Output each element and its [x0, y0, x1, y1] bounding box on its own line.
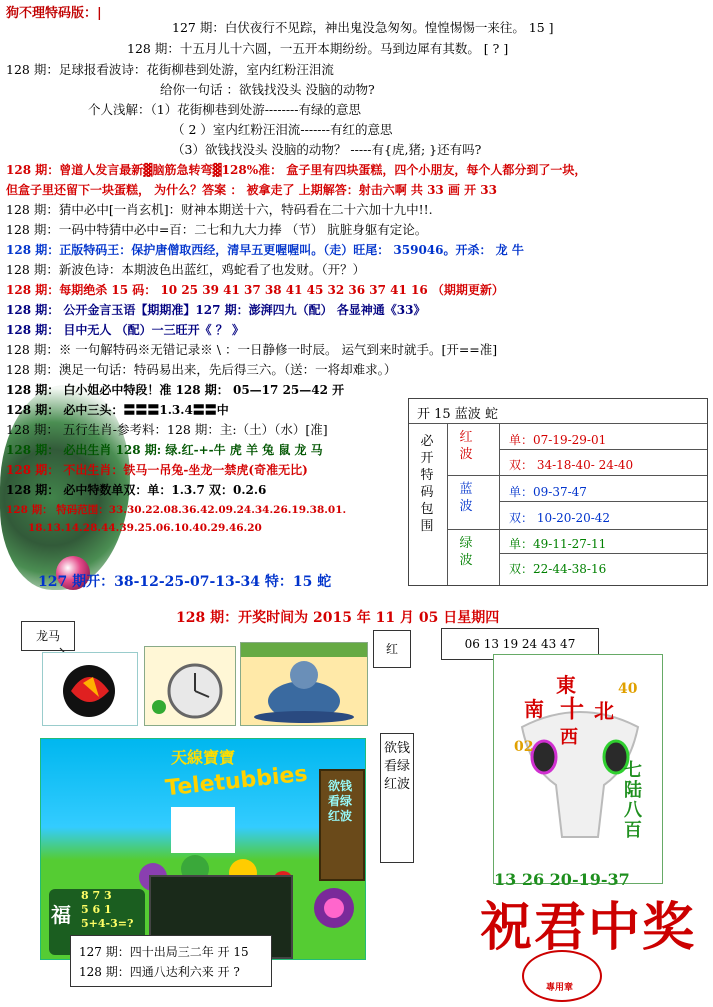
text-line-6: （ 2 ）室内红粉汪泪流-------有红的意思: [172, 122, 393, 137]
text-line-8: 128 期：曾道人发言最新▓脑筋急转弯▓128%准： 盒子里有四块蛋糕，四个小朋友，每个人都分到了一块，: [6, 163, 587, 177]
longma-logo-image: [43, 653, 137, 725]
table-green-single: 单：49-11-27-11: [509, 537, 607, 551]
bottom-line-2: 128 期：四通八达利六来 开 ?: [79, 965, 240, 979]
text-line-25: 128 期： 特码范围：33.30.22.08.36.42.09.24.34.26.19.38.01.: [6, 504, 347, 516]
skull-40: 40: [618, 681, 638, 697]
text-line-2: 128 期：十五月儿十六圆，一五开本期纷纷。马到边犀有其数。 [ ? ]: [127, 41, 509, 56]
table-side-label: 必开特码包围: [420, 434, 434, 534]
table-green-double: 双：22-44-38-16: [509, 562, 607, 576]
puzzle-grid: 8 7 3 5 6 1 5+4-3=?: [81, 889, 134, 930]
teletubbies-panel: [40, 738, 366, 960]
text-line-13: 128 期：新波色诗：本期波色出蓝红，鸡蛇看了也发财。（开？）: [6, 262, 366, 277]
text-line-9: 但盒子里还留下一块蛋糕， 为什么？答案 ： 被拿走了 上期解答：射击六啊 共 33 画 开 33: [6, 183, 498, 197]
blank-card: [171, 807, 235, 853]
skull-qilu: 七陆八百: [624, 760, 642, 841]
skull-south: 南: [524, 697, 544, 721]
skull-bottom-numbers: 13 26 20-19-37: [494, 870, 630, 889]
stamp-label: 專用章: [546, 983, 574, 993]
text-line-4: 给你一句话 ：欲钱找没头 没脑的动物?: [160, 82, 375, 97]
text-line-15: 128 期： 公开金言玉语【期期准】127 期：澎湃四九（配） 各显神通《33》: [6, 303, 426, 317]
text-line-1: 127 期：白伏夜行不见踪，神出鬼没急匆匆。惶惶惕惕一来往。 15 ]: [172, 20, 554, 35]
stamp: [522, 950, 602, 1002]
table-title: 开 15 蓝波 蛇: [417, 407, 498, 422]
fu-character: 福: [51, 903, 71, 927]
skull-north: 北: [594, 699, 614, 723]
text-line-19: 128 期： 白小姐必中特段！准 128 期： 05—17 25—42 开: [6, 383, 345, 397]
table-wave-red: 红波: [459, 430, 473, 462]
text-line-10: 128 期：猜中必中[一肖玄机]：财神本期送十六，特码看在二十六加十九中!!.: [6, 202, 433, 217]
teletubbies-title: 天線寶寶: [171, 748, 236, 767]
skull-02: 02: [514, 739, 534, 755]
table-red-double: 双： 34-18-40- 24-40: [509, 458, 634, 472]
bottom-line-1: 127 期：四十出局三二年 开 15: [79, 945, 249, 959]
numbers-callout: 06 13 19 24 43 47: [441, 628, 599, 660]
open-127-result: 127 期开：38-12-25-07-13-34 特：15 蛇: [38, 574, 332, 590]
text-line-24: 128 期： 必中特数单双：单：1.3.7 双：0.2.6: [6, 483, 267, 497]
bottom-info-box: [70, 935, 272, 987]
text-line-20: 128 期： 必中三头：〓〓〓1.3.4〓〓中: [6, 403, 229, 417]
text-line-18: 128 期：澳足一句话：特码易出来，先后得三六。（送：一将却难求。）: [6, 362, 397, 377]
text-line-26: 18.13.14.28.44.39.25.06.10.40.29.46.20: [28, 522, 262, 534]
table-blue-single: 单：09-37-47: [509, 485, 587, 499]
text-line-12: 128 期：正版特码王：保护唐僧取西经，清早五更喔喔叫。（走）旺尾： 359046。开杀： 龙 牛: [6, 243, 524, 257]
page-header: 狗不理特码版：|: [6, 6, 102, 21]
text-line-22: 128 期： 必出生肖 128 期: 绿.红-+-牛 虎 羊 兔 鼠 龙 马: [6, 443, 323, 457]
side-board-text: 欲钱看绿红波: [327, 779, 352, 823]
text-line-7: （3）欲钱找没头 没脑的动物？ -----有{虎,猪; }还有吗?: [172, 142, 482, 157]
skull-east: 東: [556, 673, 576, 697]
longma-callout: 龙马: [21, 621, 75, 651]
text-line-17: 128 期：※ 一句解特码※无错记录※ \ ：一日静修一时辰。 运气到来时就手。[开==准]: [6, 342, 498, 357]
text-line-5: 个人浅解：（1）花街柳巷到处游--------有绿的意思: [88, 102, 361, 117]
skull-ten: 十: [560, 694, 584, 723]
table-red-single: 单：07-19-29-01: [509, 433, 607, 447]
clock-image: [145, 647, 235, 725]
text-line-3: 128 期：足球报看波诗：花街柳巷到处游，室内红粉汪泪流: [6, 62, 334, 77]
text-line-23: 128 期： 不出生肖：铁马一吊兔-坐龙一禁虎(奇准无比): [6, 463, 308, 477]
hong-callout: 红: [373, 630, 411, 668]
clock-panel: [144, 646, 236, 726]
special-code-table: [408, 398, 708, 586]
text-line-14: 128 期：每期绝杀 15 码： 10 25 39 41 37 38 41 45 32 36 37 41 16 （期期更新）: [6, 283, 504, 297]
text-line-11: 128 期：一码中特猜中必中=百：二七和九大力捧 （节） 肮脏身躯有定论。: [6, 222, 428, 237]
buddha-panel: [240, 642, 368, 726]
teletubbies-brand: Teletubbies: [164, 761, 309, 802]
lucky-emblem-image: [309, 883, 359, 933]
vertical-callout: 欲钱看绿红波: [380, 733, 414, 863]
table-wave-blue: 蓝波: [459, 482, 473, 514]
text-line-21: 128 期： 五行生肖-参考料：128 期：主:（土）（水）[准]: [6, 422, 328, 437]
skull-west: 西: [560, 727, 578, 748]
longma-panel: [42, 652, 138, 726]
draw-time: 128 期：开奖时间为 2015 年 11 月 05 日星期四: [176, 610, 500, 626]
table-wave-green: 绿波: [459, 536, 473, 568]
text-line-16: 128 期： 目中无人 （配）一三旺开《 ？ 》: [6, 323, 244, 337]
blessing-text: 祝君中奖: [480, 897, 697, 958]
buddha-image: [241, 643, 367, 725]
table-blue-double: 双： 10-20-20-42: [509, 511, 611, 525]
skull-panel: [493, 654, 663, 884]
